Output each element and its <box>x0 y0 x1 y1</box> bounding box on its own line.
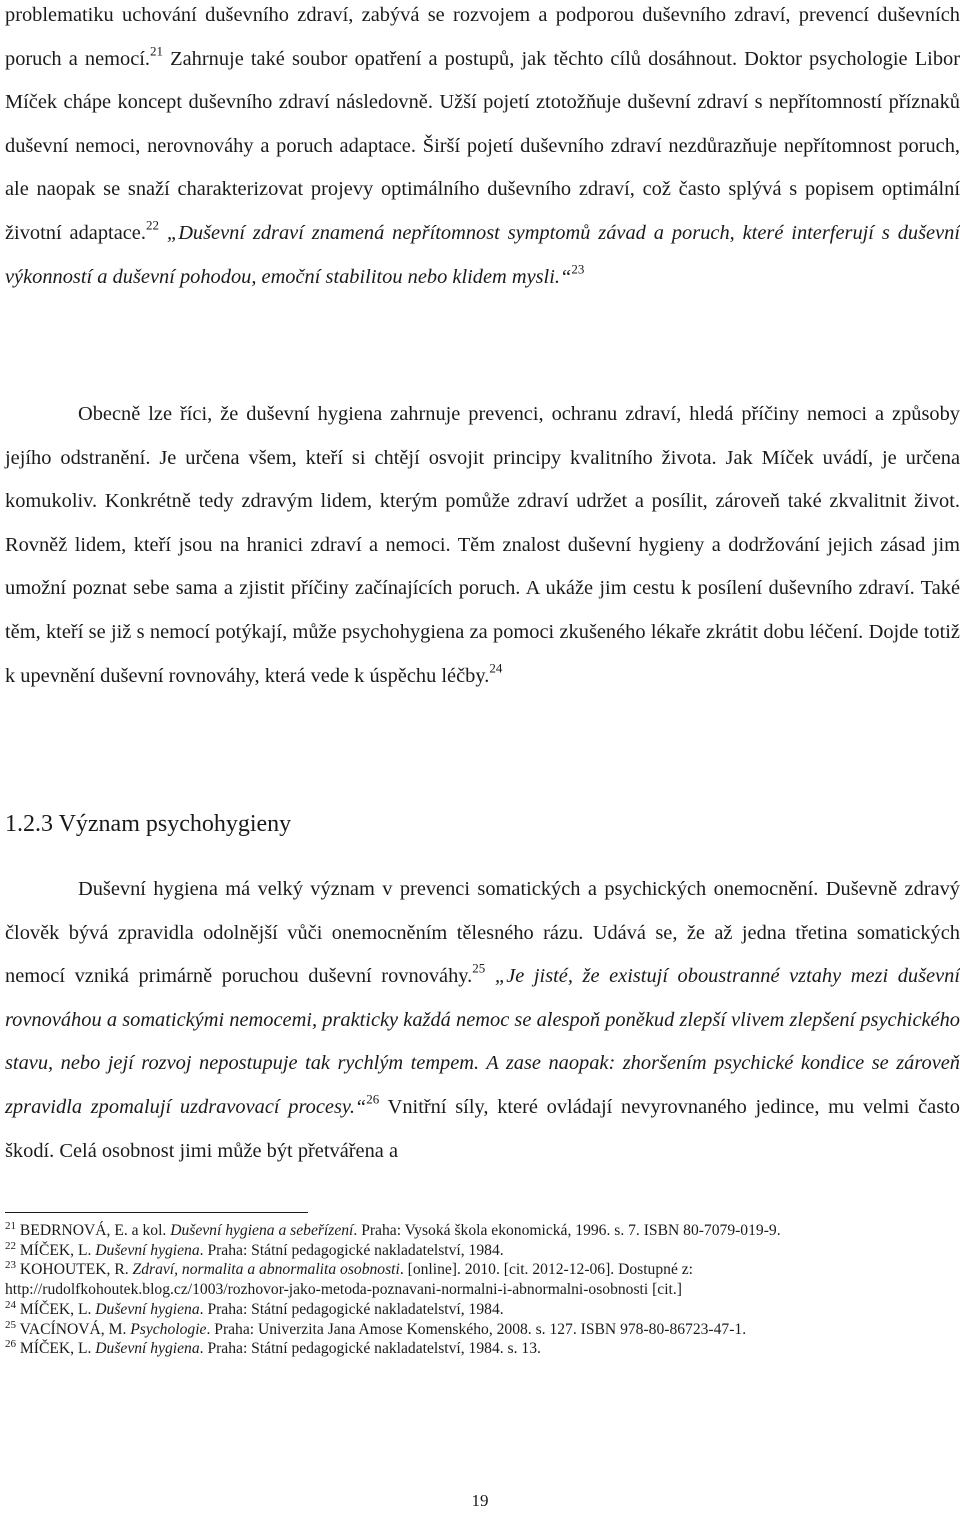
footnotes <box>5 1221 957 1359</box>
footnote-author: MÍČEK, L. <box>19 1340 96 1358</box>
footnote-24 <box>5 1300 957 1320</box>
footnote-number: 22 <box>5 1239 16 1252</box>
footnote-21 <box>5 1221 957 1241</box>
paragraph-mental-hygiene-scope <box>5 393 960 698</box>
footnote-title: Duševní hygiena <box>95 1241 200 1259</box>
footnote-title: Duševní hygiena <box>95 1300 200 1318</box>
footnote-title: Psychologie <box>130 1320 207 1338</box>
footnote-ref-21: 21 <box>150 42 164 58</box>
para3-text-1: Duševní hygiena má velký význam v prevenci somatických a psychických onemocnění. Duševně zdravý člověk bývá zpravidla odolnější vůči onemocněním tělesného rázu. Udává se, že až jedna třetina somatických nemocí vzniká primárně poruchou duševní rovnováhy. <box>5 878 960 988</box>
footnote-title: Duševní hygiena a sebeřízení <box>170 1222 354 1239</box>
footnote-details: . Praha: Státní pedagogické nakladatelství, 1984. s. 13. <box>199 1340 541 1358</box>
footnote-26 <box>5 1339 957 1359</box>
paragraph-mental-health-concept <box>5 0 960 299</box>
page-number: 19 <box>471 1491 489 1510</box>
footnote-separator <box>5 1212 308 1213</box>
footnote-ref-25: 25 <box>472 960 486 976</box>
section-heading: 1.2.3 Význam psychohygieny <box>5 811 292 837</box>
footnote-ref-23: 23 <box>571 260 585 276</box>
footnote-23 <box>5 1260 957 1299</box>
footnote-title: Zdraví, normalita a abnormalita osobnosti <box>132 1261 400 1279</box>
para1-text-1: problematiku uchování duševního zdraví, zabývá se rozvojem a podporou duševního zdraví, prevencí duševních poruch a nemocí. <box>5 4 960 70</box>
footnote-details: . Praha: Vysoká škola ekonomická, 1996. s. 7. ISBN 80-7079-019-9. <box>353 1222 781 1239</box>
footnote-author: MÍČEK, L. <box>19 1300 96 1318</box>
footnote-ref-26: 26 <box>366 1091 380 1107</box>
footnote-author: VACÍNOVÁ, M. <box>19 1320 131 1338</box>
paragraph-psychohygiene-significance <box>5 868 960 1173</box>
footnote-title: Duševní hygiena <box>95 1340 200 1358</box>
footnote-25 <box>5 1320 957 1340</box>
footnote-author: BEDRNOVÁ, E. a kol. <box>19 1222 171 1239</box>
para3-text-2: Vnitřní síly, které ovládají nevyrovnaného jedince, mu velmi často škodí. Celá osobnost jimi může být přetvářena a <box>5 1095 960 1162</box>
footnote-details: . Praha: Univerzita Jana Amose Komenského, 2008. s. 127. ISBN 978-80-86723-47-1. <box>206 1320 747 1338</box>
footnote-22 <box>5 1241 957 1261</box>
para3-quote: „Je jisté, že existují oboustranné vztahy mezi duševní rovnováhou a somatickými nemocemi, prakticky každá nemoc se alespoň poněkud zlepší vlivem zlepšení psychického stavu, nebo její rozvoj nepostupuje tak rychlým tempem. A zase naopak: zhoršením psychické kondice se zároveň zpravidla zpomalují uzdravovací procesy.“ <box>5 965 960 1118</box>
footnote-ref-22: 22 <box>145 217 159 233</box>
footnote-author: MÍČEK, L. <box>19 1241 96 1259</box>
footnote-number: 26 <box>5 1338 16 1351</box>
footnote-ref-24: 24 <box>489 659 503 675</box>
footnote-details: . [online]. 2010. [cit. 2012-12-06]. Dostupné z: http://rudolfkohoutek.blog.cz/1003/rozhovor-jako-metoda-poznavani-normalni-i-abnormalni-osobnosti [cit.] <box>5 1261 694 1299</box>
footnote-number: 24 <box>5 1298 16 1311</box>
footnote-author: KOHOUTEK, R. <box>19 1261 133 1279</box>
para1-text-2: Zahrnuje také soubor opatření a postupů, jak těchto cílů dosáhnout. Doktor psychologie Libor Míček chápe koncept duševního zdraví následovně. Užší pojetí ztotožňuje duševní zdraví s nepřítomností příznaků duševní nemoci, nerovnováhy a poruch adaptace. Širší pojetí duševního zdraví nezdůrazňuje nepřítomnost poruch, ale naopak se snaží charakterizovat projevy optimálního duševního zdraví, což často splývá s popisem optimální životní adaptace. <box>5 47 960 244</box>
footnote-details: . Praha: Státní pedagogické nakladatelství, 1984. <box>199 1241 504 1259</box>
para2-text: Obecně lze říci, že duševní hygiena zahrnuje prevenci, ochranu zdraví, hledá příčiny nemoci a způsoby jejího odstranění. Je určena všem, kteří si chtějí osvojit principy kvalitního života. Jak Míček uvádí, je určena komukoliv. Konkrétně tedy zdravým lidem, kterým pomůže zdraví udržet a posílit, zároveň také zkvalitnit život. Rovněž lidem, kteří jsou na hranici zdraví a nemoci. Těm znalost duševní hygieny a dodržování jejich zásad jim umožní poznat sebe sama a zjistit příčiny začínajících poruch. A ukáže jim cestu k posílení duševního zdraví. Také těm, kteří se již s nemocí potýkají, může psychohygiena za pomoci zkušeného lékaře zkrátit dobu léčení. Dojde totiž k upevnění duševní rovnováhy, která vede k úspěchu léčby. <box>5 403 960 687</box>
footnote-number: 23 <box>5 1259 16 1272</box>
footnote-number: 21 <box>5 1219 16 1232</box>
para1-quote: „Duševní zdraví znamená nepřítomnost symptomů závad a poruch, které interferují s duševní výkonností a duševní pohodou, emoční stabilitou nebo klidem mysli.“ <box>5 221 960 288</box>
footnote-number: 25 <box>5 1318 16 1331</box>
footnote-details: . Praha: Státní pedagogické nakladatelství, 1984. <box>199 1300 504 1318</box>
